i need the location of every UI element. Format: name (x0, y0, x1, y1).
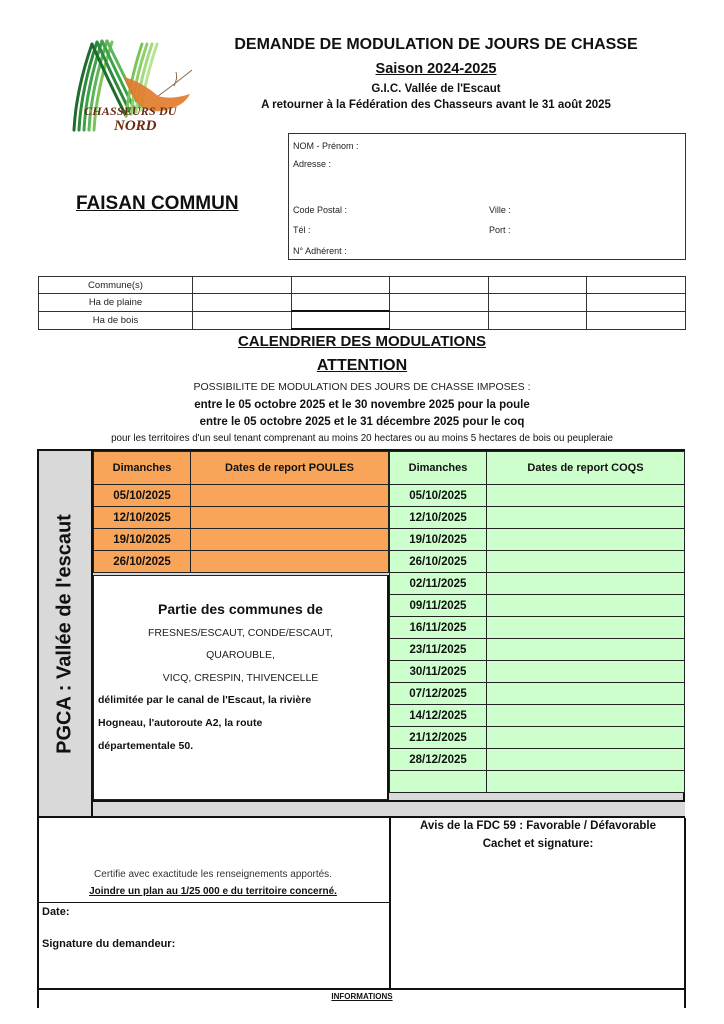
logo-text-line1: CHASSEURS DU (84, 104, 177, 118)
date-field[interactable]: Date: (42, 906, 70, 918)
sunday-date (390, 771, 487, 793)
table-row (39, 277, 686, 294)
commune-cell[interactable] (488, 277, 587, 294)
ha-plaine-cell[interactable] (193, 294, 292, 312)
communes-line: QUAROUBLE, (206, 649, 275, 661)
commune-cell[interactable] (587, 277, 686, 294)
sunday-date: 05/10/2025 (390, 485, 487, 507)
row-label: Ha de bois (39, 311, 193, 329)
ha-plaine-cell[interactable] (390, 294, 489, 312)
row-label: Ha de plaine (39, 294, 193, 312)
report-date-input[interactable] (191, 485, 389, 507)
commune-cell[interactable] (390, 277, 489, 294)
report-date-input[interactable] (487, 705, 685, 727)
boundary-description: délimitée par le canal de l'Escaut, la rivière (98, 694, 312, 706)
pgca-label-text: PGCA : Vallée de l'escaut (53, 513, 76, 754)
divider (38, 988, 686, 990)
report-date-input[interactable] (191, 507, 389, 529)
sunday-date: 26/10/2025 (94, 551, 191, 573)
adresse-field[interactable]: Adresse : (293, 159, 332, 169)
sunday-date: 19/10/2025 (94, 529, 191, 551)
certification-text: Certifie avec exactitude les renseignements apportés. (94, 869, 332, 880)
table-row (390, 551, 685, 573)
column-header: Dimanches (390, 452, 487, 485)
table-row (390, 639, 685, 661)
boundary-description: Hogneau, l'autoroute A2, la route (98, 717, 263, 729)
sunday-date: 21/12/2025 (390, 727, 487, 749)
nom-prenom-field[interactable]: NOM - Prénom : (293, 141, 359, 151)
ville-field[interactable]: Ville : (489, 205, 511, 215)
table-row (390, 749, 685, 771)
table-row (390, 573, 685, 595)
row-label: Commune(s) (39, 277, 193, 294)
table-row (390, 595, 685, 617)
poule-period-text: entre le 05 octobre 2025 et le 30 novembre 2025 pour la poule (194, 399, 530, 411)
table-row (94, 507, 389, 529)
ha-bois-cell[interactable] (488, 311, 587, 329)
sunday-date: 07/12/2025 (390, 683, 487, 705)
column-header: Dates de report POULES (191, 452, 389, 485)
table-row (390, 617, 685, 639)
sunday-date: 19/10/2025 (390, 529, 487, 551)
pgca-side-label (39, 451, 93, 816)
sunday-date: 05/10/2025 (94, 485, 191, 507)
table-row (94, 551, 389, 573)
report-date-input[interactable] (487, 507, 685, 529)
species-title: FAISAN COMMUN (76, 193, 239, 214)
ha-bois-cell[interactable] (587, 311, 686, 329)
sunday-date: 12/10/2025 (94, 507, 191, 529)
season-label: Saison 2024-2025 (375, 61, 497, 77)
communes-description-box (93, 575, 389, 800)
tel-field[interactable]: Tél : (293, 225, 311, 235)
ha-plaine-cell[interactable] (488, 294, 587, 312)
report-date-input[interactable] (487, 683, 685, 705)
ha-bois-cell[interactable] (291, 311, 390, 329)
sunday-date: 26/10/2025 (390, 551, 487, 573)
report-date-input[interactable] (191, 551, 389, 573)
report-date-input[interactable] (487, 749, 685, 771)
return-notice: A retourner à la Fédération des Chasseurs avant le 31 août 2025 (261, 99, 611, 111)
report-date-input[interactable] (487, 529, 685, 551)
sunday-date: 02/11/2025 (390, 573, 487, 595)
sunday-date: 14/12/2025 (390, 705, 487, 727)
code-postal-field[interactable]: Code Postal : (293, 205, 348, 215)
report-date-input[interactable] (487, 573, 685, 595)
table-row (390, 507, 685, 529)
report-date-input[interactable] (487, 485, 685, 507)
table-row (94, 485, 389, 507)
ha-plaine-cell[interactable] (291, 294, 390, 312)
document-title: DEMANDE DE MODULATION DE JOURS DE CHASSE (234, 36, 638, 53)
table-row (390, 529, 685, 551)
calendar-title: CALENDRIER DES MODULATIONS (237, 333, 487, 350)
boundary-description: départementale 50. (98, 740, 194, 752)
ha-plaine-cell[interactable] (587, 294, 686, 312)
signature-field[interactable]: Signature du demandeur: (42, 938, 176, 950)
gic-label: G.I.C. Vallée de l'Escaut (371, 83, 501, 95)
adherent-field[interactable]: N° Adhérent : (293, 246, 347, 256)
report-date-input[interactable] (487, 661, 685, 683)
table-row (39, 311, 686, 329)
table-header-row (390, 452, 685, 485)
port-field[interactable]: Port : (489, 225, 511, 235)
calendar-footer-bar (93, 800, 685, 816)
table-row (390, 727, 685, 749)
coq-period-text: entre le 05 octobre 2025 et le 31 décembre 2025 pour le coq (199, 416, 525, 428)
coqs-table (389, 451, 685, 793)
report-date-input[interactable] (487, 639, 685, 661)
territory-condition-text: pour les territoires d'un seul tenant comprenant au moins 20 hectares ou au moins 5 hectares de bois ou peupleraie (111, 433, 613, 444)
report-date-input[interactable] (487, 771, 685, 793)
table-row (39, 294, 686, 312)
communes-line: FRESNES/ESCAUT, CONDE/ESCAUT, (148, 627, 333, 639)
logo-text-line2: NORD (114, 118, 157, 134)
communes-title: Partie des communes de (158, 601, 323, 617)
report-date-input[interactable] (487, 551, 685, 573)
ha-bois-cell[interactable] (193, 311, 292, 329)
sunday-date: 16/11/2025 (390, 617, 487, 639)
report-date-input[interactable] (487, 595, 685, 617)
column-header: Dates de report COQS (487, 452, 685, 485)
sunday-date: 12/10/2025 (390, 507, 487, 529)
table-row (390, 683, 685, 705)
report-date-input[interactable] (191, 529, 389, 551)
sunday-date: 09/11/2025 (390, 595, 487, 617)
attention-heading: ATTENTION (316, 357, 408, 374)
table-row (390, 705, 685, 727)
ha-bois-cell[interactable] (390, 311, 489, 329)
sunday-date: 28/12/2025 (390, 749, 487, 771)
territory-table (38, 276, 686, 330)
commune-cell[interactable] (291, 277, 390, 294)
table-row (390, 485, 685, 507)
table-row (94, 529, 389, 551)
informations-heading: INFORMATIONS (331, 992, 393, 1001)
cachet-signature-label: Cachet et signature: (482, 838, 594, 850)
poules-table (93, 451, 389, 573)
table-row (390, 771, 685, 793)
chasseurs-du-nord-logo (62, 30, 202, 138)
commune-cell[interactable] (193, 277, 292, 294)
report-date-input[interactable] (487, 617, 685, 639)
attach-plan-notice: Joindre un plan au 1/25 000 e du territoire concerné. (89, 886, 337, 897)
sunday-date: 30/11/2025 (390, 661, 487, 683)
sunday-date: 23/11/2025 (390, 639, 487, 661)
report-date-input[interactable] (487, 727, 685, 749)
table-row (390, 661, 685, 683)
column-header: Dimanches (94, 452, 191, 485)
modulation-possibility-text: POSSIBILITE DE MODULATION DES JOURS DE CHASSE IMPOSES : (193, 381, 531, 393)
table-header-row (94, 452, 389, 485)
communes-line: VICQ, CRESPIN, THIVENCELLE (162, 672, 319, 684)
fdc-avis-label: Avis de la FDC 59 : Favorable / Défavorable (419, 820, 657, 832)
applicant-info-form (288, 133, 686, 260)
